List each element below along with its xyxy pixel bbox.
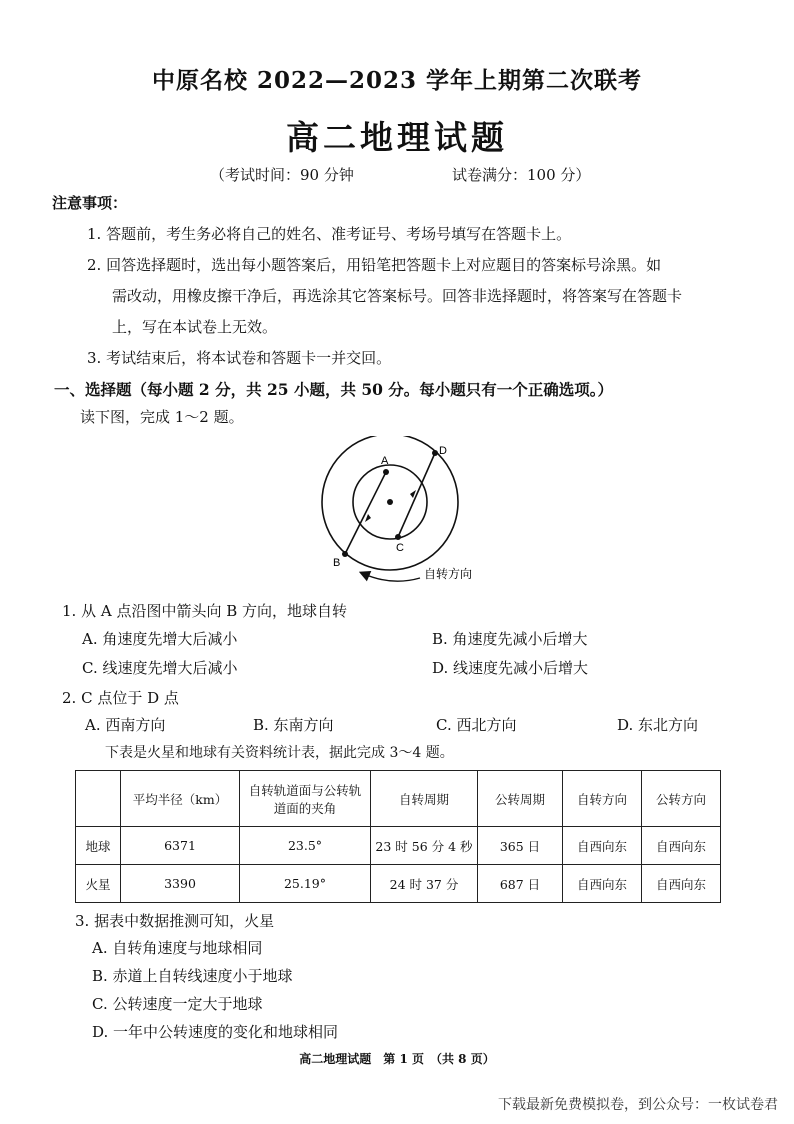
table-intro: 下表是火星和地球有关资料统计表，据此完成 3～4 题。 xyxy=(105,745,454,761)
table-header-cell xyxy=(76,771,121,827)
note-item-2-line-1: 2. 回答选择题时，选出每小题答案后，用铅笔把答题卡上对应题目的答案标号涂黑。如 xyxy=(87,256,662,274)
full-score: 试卷满分：100 分） xyxy=(452,166,591,184)
read-prompt-1: 读下图，完成 1～2 题。 xyxy=(80,408,244,426)
table-cell: 365 日 xyxy=(478,827,563,865)
q1-option-b: B. 角速度先减小后增大 xyxy=(432,630,588,648)
q3-option-c: C. 公转速度一定大于地球 xyxy=(92,995,263,1013)
notes-heading: 注意事项： xyxy=(52,194,128,212)
note-item-2-line-3: 上，写在本试卷上无效。 xyxy=(112,318,278,336)
table-cell: 3390 xyxy=(121,865,240,903)
table-cell: 自西向东 xyxy=(563,827,642,865)
table-cell: 自西向东 xyxy=(642,865,721,903)
label-b: B xyxy=(333,557,341,569)
q2-option-a: A. 西南方向 xyxy=(85,716,166,734)
q2-option-b: B. 东南方向 xyxy=(253,716,334,734)
table-header-row xyxy=(76,771,721,827)
section-1-heading: 一、选择题（每小题 2 分，共 25 小题，共 50 分。每小题只有一个正确选项。） xyxy=(54,380,614,399)
point-d xyxy=(432,450,438,456)
point-c xyxy=(395,534,401,540)
table-header-cell: 公转方向 xyxy=(642,771,721,827)
q3-option-a: A. 自转角速度与地球相同 xyxy=(92,939,263,957)
note-item-2-line-2: 需改动，用橡皮擦干净后，再选涂其它答案标号。回答非选择题时，将答案写在答题卡 xyxy=(112,287,683,305)
table-cell: 自西向东 xyxy=(563,865,642,903)
table-cell: 自西向东 xyxy=(642,827,721,865)
table-header-cell: 公转周期 xyxy=(478,771,563,827)
earth-rotation-diagram xyxy=(320,436,500,586)
q3-option-b: B. 赤道上自转线速度小于地球 xyxy=(92,967,293,985)
page-footer: 高二地理试题 第 1 页 （共 8 页） xyxy=(299,1052,495,1066)
q2-option-c: C. 西北方向 xyxy=(436,716,517,734)
rotation-label: 自转方向 xyxy=(424,567,473,581)
table-cell: 687 日 xyxy=(478,865,563,903)
table-header-cell: 平均半径（km） xyxy=(121,771,240,827)
table-cell: 23.5° xyxy=(240,827,371,865)
q1-stem: 1. 从 A 点沿图中箭头向 B 方向，地球自转 xyxy=(62,602,348,620)
q3-stem: 3. 据表中数据推测可知，火星 xyxy=(75,912,275,930)
point-b xyxy=(342,551,348,557)
watermark-text: 下载最新免费模拟卷，到公众号：一枚试卷君 xyxy=(498,1097,778,1113)
table-cell: 火星 xyxy=(76,865,121,903)
table-cell: 6371 xyxy=(121,827,240,865)
table-row xyxy=(76,865,721,903)
table-header-cell: 自转轨道面与公转轨道面的夹角 xyxy=(240,771,371,827)
point-a xyxy=(383,469,389,475)
label-c: C xyxy=(396,542,404,554)
line-a-b xyxy=(345,472,386,554)
table-cell: 25.19° xyxy=(240,865,371,903)
q3-option-d: D. 一年中公转速度的变化和地球相同 xyxy=(92,1023,339,1041)
table-header-cell: 自转方向 xyxy=(563,771,642,827)
label-a: A xyxy=(381,455,389,467)
note-item-1: 1. 答题前，考生务必将自己的姓名、准考证号、考场号填写在答题卡上。 xyxy=(87,225,572,243)
table-row xyxy=(76,827,721,865)
q2-option-d: D. 东北方向 xyxy=(617,716,699,734)
school-exam-line: 中原名校 2022—2023 学年上期第二次联考 xyxy=(151,67,643,94)
rotation-arrow-icon xyxy=(364,574,420,581)
note-item-3: 3. 考试结束后，将本试卷和答题卡一并交回。 xyxy=(87,349,392,367)
exam-time: （考试时间：90 分钟 xyxy=(210,166,354,184)
mars-earth-data-table xyxy=(75,770,721,903)
q2-stem: 2. C 点位于 D 点 xyxy=(62,689,179,707)
table-cell: 24 时 37 分 xyxy=(371,865,478,903)
page-title: 高二地理试题 xyxy=(286,118,508,157)
pole-point xyxy=(387,499,393,505)
table-header-cell: 自转周期 xyxy=(371,771,478,827)
label-d: D xyxy=(439,445,447,457)
arrow-ab-icon xyxy=(365,514,371,522)
table-cell: 地球 xyxy=(76,827,121,865)
q1-option-a: A. 角速度先增大后减小 xyxy=(82,630,238,648)
q1-option-d: D. 线速度先减小后增大 xyxy=(432,659,589,677)
q1-option-c: C. 线速度先增大后减小 xyxy=(82,659,238,677)
table-cell: 23 时 56 分 4 秒 xyxy=(371,827,478,865)
line-d-c xyxy=(398,453,435,537)
